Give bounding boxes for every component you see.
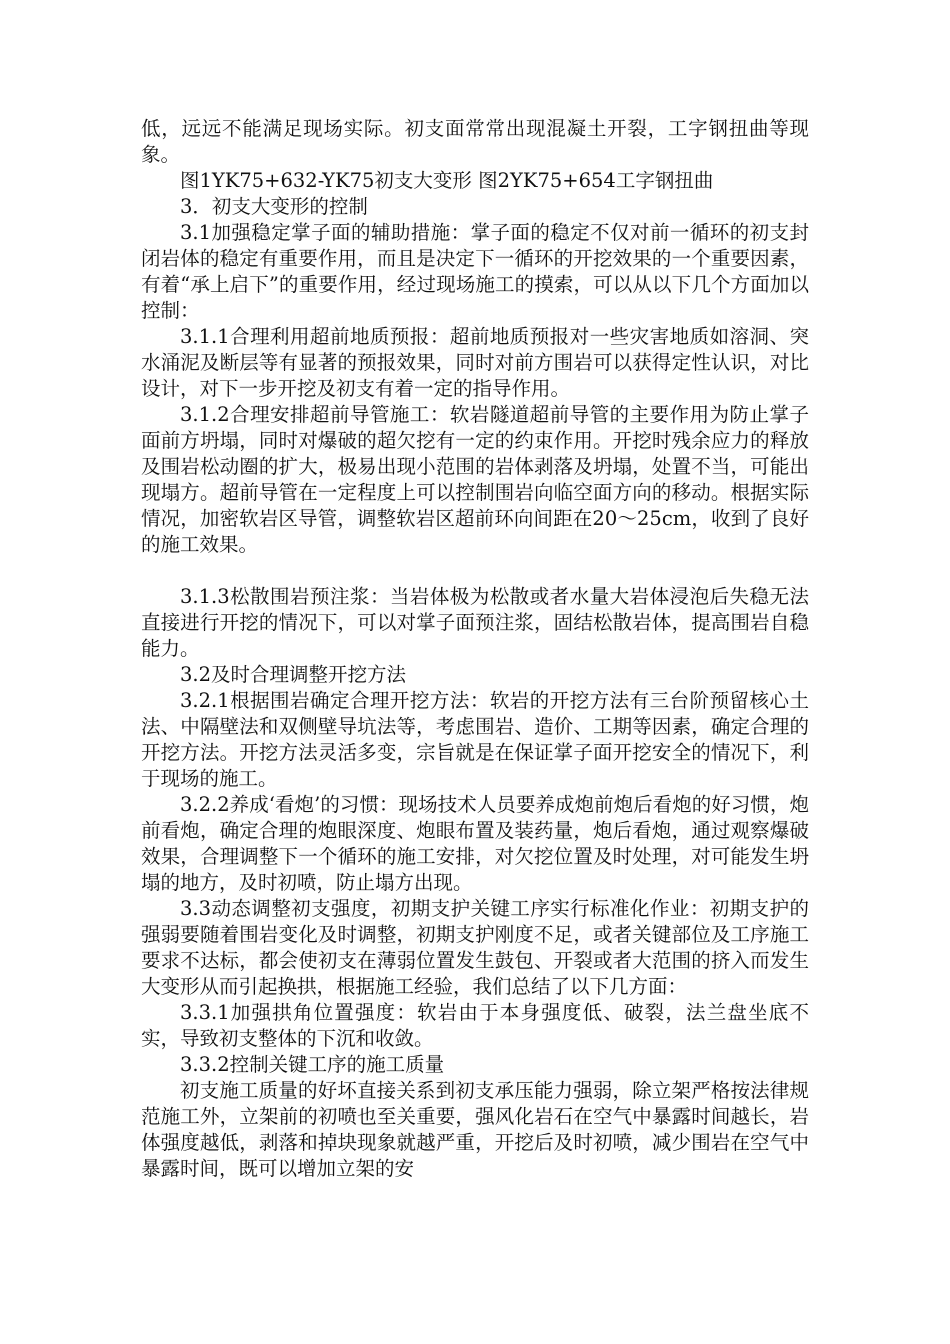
section-heading-3-2: 3.2及时合理调整开挖方法 [180,663,407,686]
paragraph-3-2-2: 3.2.2养成‘看炮’的习惯：现场技术人员要养成炮前炮后看炮的好习惯，炮前看炮，确定合理的炮眼深度、炮眼布置及装药量，炮后看炮，通过观察爆破效果，合理调整下一个循环的施工安排，对欠挖位置及时处理，对可能发生坍塌的地方，及时初喷，防止塌方出现。 [141,793,809,894]
paragraph-3-3-1: 3.3.1加强拱角位置强度：软岩由于本身强度低、破裂，法兰盘坐底不实，导致初支整体的下沉和收敛。 [141,1001,809,1050]
paragraph-3-3-2-body: 初支施工质量的好坏直接关系到初支承压能力强弱，除立架严格按法律规范施工外，立架前的初喷也至关重要，强风化岩石在空气中暴露时间越长，岩体强度越低，剥落和掉块现象就越严重，开挖后及时初喷，减少围岩在空气中暴露时间，既可以增加立架的安 [141,1079,809,1180]
paragraph-3-2-1: 3.2.1根据围岩确定合理开挖方法：软岩的开挖方法有三台阶预留核心土法、中隔壁法和双侧壁导坑法等，考虑围岩、造价、工期等因素，确定合理的开挖方法。开挖方法灵活多变，宗旨就是在保证掌子面开挖安全的情况下，利于现场的施工。 [141,689,809,790]
blank-line [141,558,809,584]
figure-captions: 图1YK75+632-YK75初支大变形 图2YK75+654工字钢扭曲 [180,169,714,192]
paragraph-3-1-1: 3.1.1合理利用超前地质预报：超前地质预报对一些灾害地质如溶洞、突水涌泥及断层等有显著的预报效果，同时对前方围岩可以获得定性认识，对比设计，对下一步开挖及初支有着一定的指导作用。 [141,325,809,400]
paragraph-continuation: 低，远远不能满足现场实际。初支面常常出现混凝土开裂，工字钢扭曲等现象。 [141,117,809,166]
paragraph-3-1: 3.1加强稳定掌子面的辅助措施：掌子面的稳定不仅对前一循环的初支封闭岩体的稳定有重要作用，而且是决定下一循环的开挖效果的一个重要因素，有着“承上启下”的重要作用，经过现场施工的摸索，可以从以下几个方面加以控制： [141,221,809,322]
paragraph-3-1-2: 3.1.2合理安排超前导管施工：软岩隧道超前导管的主要作用为防止掌子面前方坍塌，同时对爆破的超欠挖有一定的约束作用。开挖时残余应力的释放及围岩松动圈的扩大，极易出现小范围的岩体剥落及坍塌，处置不当，可能出现塌方。超前导管在一定程度上可以控制围岩向临空面方向的移动。根据实际情况，加密软岩区导管，调整软岩区超前环向间距在20～25cm，收到了良好的施工效果。 [141,403,809,556]
paragraph-3-1-3: 3.1.3松散围岩预注浆：当岩体极为松散或者水量大岩体浸泡后失稳无法直接进行开挖的情况下，可以对掌子面预注浆，固结松散岩体，提高围岩自稳能力。 [141,585,809,660]
section-heading-3: 3．初支大变形的控制 [180,195,368,218]
paragraph-3-3: 3.3动态调整初支强度，初期支护关键工序实行标准化作业：初期支护的强弱要随着围岩变化及时调整，初期支护刚度不足，或者关键部位及工序施工要求不达标，都会使初支在薄弱位置发生鼓包、开裂或者大范围的挤入而发生大变形从而引起换拱，根据施工经验，我们总结了以下几方面： [141,897,809,998]
section-heading-3-3-2: 3.3.2控制关键工序的施工质量 [180,1053,445,1076]
document-body [141,116,809,1182]
